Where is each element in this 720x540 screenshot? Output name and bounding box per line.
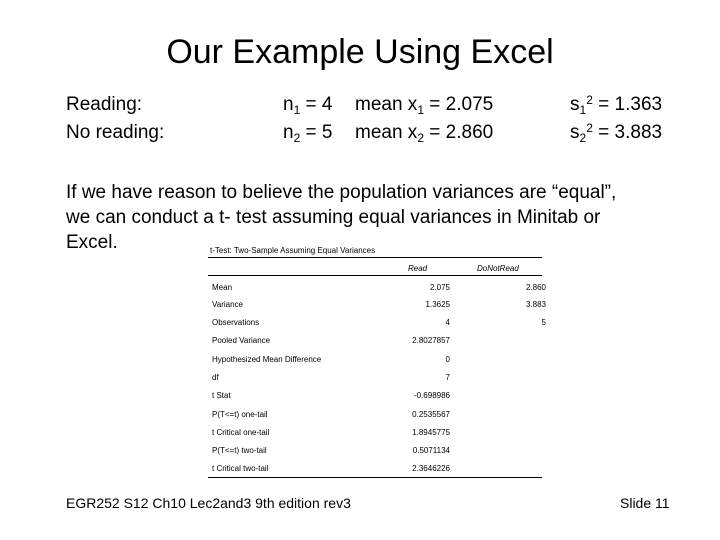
table-row-label: t Critical one-tail — [212, 428, 270, 437]
table-cell-donotread: 2.860 — [525, 283, 546, 292]
table-cell-read: 2.3646226 — [412, 464, 450, 473]
table-row-label: Mean — [212, 283, 233, 292]
column-header-read: Read — [408, 264, 428, 273]
table-cell-read: 0.2535567 — [412, 410, 450, 419]
table-row-label: Hypothesized Mean Difference — [212, 355, 322, 364]
table-row-label: t Stat — [212, 391, 231, 400]
table-cell-read: 1.8945775 — [412, 428, 450, 437]
table-cell-donotread: 5 — [541, 318, 546, 327]
paragraph-line-1: If we have reason to believe the population variances are “equal”, — [66, 182, 617, 203]
table-cell-read: 2.8027857 — [412, 336, 450, 345]
table-header-rule — [208, 275, 542, 276]
slide-title: Our Example Using Excel — [166, 33, 554, 71]
no-reading-label: No reading: — [66, 122, 165, 143]
paragraph-line-2: we can conduct a t- test assuming equal variances in Minitab or — [66, 207, 601, 228]
reading-label: Reading: — [66, 94, 143, 115]
paragraph-line-3: Excel. — [66, 232, 118, 253]
table-row-label: Variance — [212, 300, 243, 309]
var2-stat: $s_2^2 = 3.883$ — [570, 121, 663, 145]
n2-stat: $n_2 = 5$ — [283, 122, 333, 145]
table-row-label: P(T<=t) two-tail — [212, 446, 267, 455]
table-cell-read: 4 — [445, 318, 450, 327]
table-cell-read: 1.3625 — [425, 300, 450, 309]
footer-course-label: EGR252 S12 Ch10 Lec2and3 9th edition rev3 — [66, 495, 351, 511]
table-top-rule — [208, 257, 542, 258]
table-row-label: df — [212, 373, 219, 382]
table-cell-read: 7 — [445, 373, 450, 382]
table-row-label: t Critical two-tail — [212, 464, 269, 473]
table-title: t-Test: Two-Sample Assuming Equal Variances — [210, 246, 376, 255]
body-paragraph — [66, 180, 706, 255]
table-cell-read: 2.075 — [429, 283, 450, 292]
var1-stat: $s_1^2 = 1.363$ — [570, 93, 663, 117]
column-header-donotread: DoNotRead — [477, 264, 519, 273]
table-bottom-rule — [208, 477, 542, 478]
mean2-stat: mean $x_2 = 2.860$ — [355, 122, 494, 145]
table-cell-donotread: 3.883 — [525, 300, 546, 309]
footer-slide-number: Slide 11 — [620, 495, 670, 511]
table-row-label: Pooled Variance — [212, 336, 271, 345]
table-row-label: Observations — [212, 318, 260, 327]
table-cell-read: 0.5071134 — [412, 446, 450, 455]
table-cell-read: -0.698986 — [413, 391, 450, 400]
n1-stat: $n_1 = 4$ — [283, 94, 333, 117]
table-cell-read: 0 — [445, 355, 450, 364]
mean1-stat: mean $x_1 = 2.075$ — [355, 94, 494, 117]
table-row-label: P(T<=t) one-tail — [212, 410, 268, 419]
